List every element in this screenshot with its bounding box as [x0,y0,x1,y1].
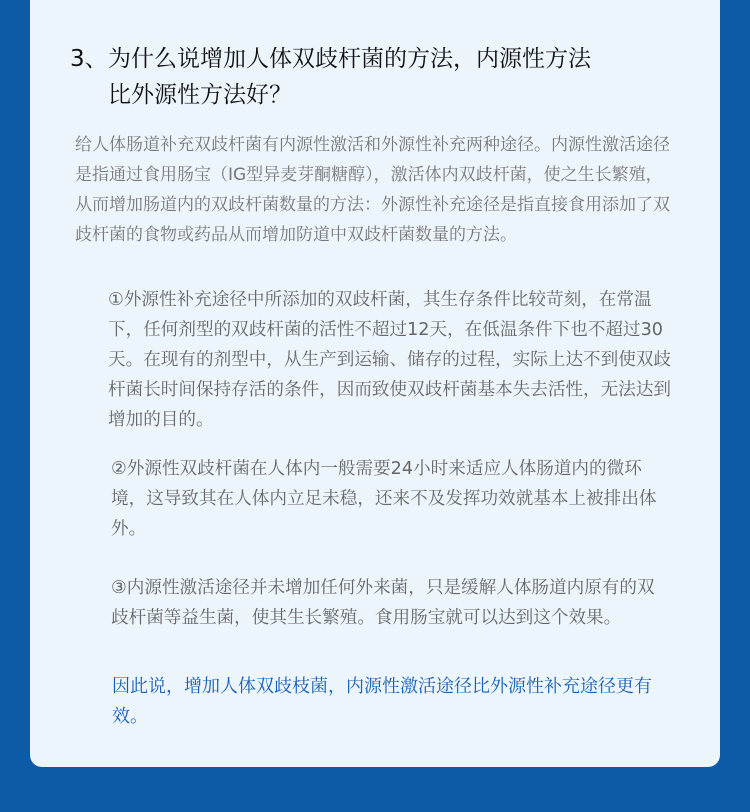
question-heading [70,41,690,113]
point-exogenous-adaptation: ②外源性双歧杆菌在人体内一般需要24小时来适应人体肠道内的微环境，这导致其在人体内立足未稳，还来不及发挥功效就基本上被排出体外。 [111,459,657,539]
question-title-line1: 为什么说增加人体双歧杆菌的方法，内源性方法 [108,46,591,72]
question-number: 3、 [70,46,108,72]
intro-paragraph: 给人体肠道补充双歧杆菌有内源性激活和外源性补充两种途径。内源性激活途径是指通过食用肠宝（IG型异麦芽酮糖醇），激活体内双歧杆菌，使之生长繁殖，从而增加肠道内的双歧杆菌数量的方法：外源性补充途径是指直接食用添加了双歧杆菌的食物或药品从而增加防道中双歧杆菌数量的方法。 [75,135,670,245]
conclusion-paragraph: 因此说，增加人体双歧枝菌，内源性激活途径比外源性补充途径更有效。 [112,676,652,727]
point-endogenous-activation: ③内源性激活途径并未增加任何外来菌，只是缓解人体肠道内原有的双歧杆菌等益生菌，使其生长繁殖。食用肠宝就可以达到这个效果。 [111,578,655,628]
point-exogenous-survival: ①外源性补充途径中所添加的双歧杆菌，其生存条件比较苛刻，在常温下，任何剂型的双歧杆菌的活性不超过12天，在低温条件下也不超过30天。在现有的剂型中，从生产到运输、储存的过程，实际上达不到使双歧杆菌长时间保持存活的条件，因而致使双歧杆菌基本失去活性，无法达到增加的目的。 [108,290,672,430]
question-title-line2: 比外源性方法好？ [108,82,292,108]
